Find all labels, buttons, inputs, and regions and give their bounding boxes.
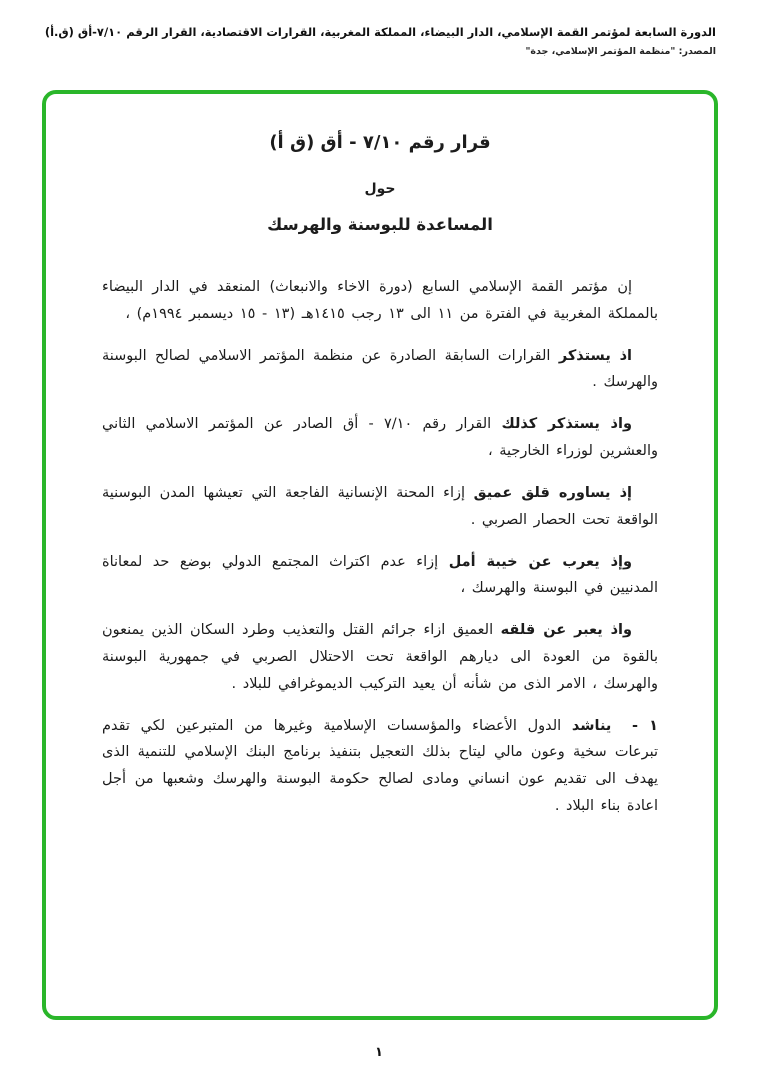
item-number: ١ -: [632, 717, 659, 734]
paragraph-disappointment: [102, 549, 658, 603]
paragraph-deep-concern: [102, 480, 658, 534]
paragraph-text: العميق ازاء جرائم القتل والتعذيب وطرد السكان الذين يمنعون بالقوة من العودة الى ديارهم الواقعة تحت الاحتلال الصربي في جمهورية البوسنة والهرسك ، الامر الذى من شأنه أن يعيد التركيب الديموغرافي للبلاد .: [102, 622, 658, 692]
paragraph-lead: واذ يستذكر كذلك: [501, 416, 632, 433]
document-frame: [42, 90, 718, 1020]
resolution-number-title: قرار رقم ٧/١٠ - أق (ق أ): [269, 132, 491, 153]
paragraph-lead: إذ يساوره قلق عميق: [473, 484, 632, 501]
item-lead: يناشد: [571, 717, 612, 734]
paragraph-preamble: [102, 274, 658, 328]
page-number: ١: [375, 1045, 383, 1060]
paragraph-text: إزاء عدم اكتراث المجتمع الدولي بوضع حد لمعاناة المدنيين في البوسنة والهرسك ،: [102, 553, 658, 597]
paragraph-lead: اذ يستذكر: [558, 347, 632, 364]
paragraph-lead: وإذ يعرب عن خيبة أمل: [448, 553, 633, 570]
operative-item-1: [102, 713, 658, 820]
item-text: الدول الأعضاء والمؤسسات الإسلامية وغيرها من المتبرعين لكي تقدم تبرعات سخية وعون مالي ليتاح بذلك التعجيل بتنفيذ برنامج البنك الإسلامي للتنمية الذى يهدف الى تقديم عون انساني ومادى لصالح حكومة البوسنة والهرسك وشعبها من أجل اعادة بناء البلاد .: [102, 717, 658, 814]
document-header: [42, 24, 716, 57]
paragraph-text: القرارات السابقة الصادرة عن منظمة المؤتمر الاسلامي لصالح البوسنة والهرسك .: [102, 347, 658, 391]
header-citation: الدورة السابعة لمؤتمر القمة الإسلامي، الدار البيضاء، المملكة المغربية، القرارات الاقتصادية، القرار الرقم ٧/١٠-أق (ق.أ): [44, 25, 716, 39]
paragraph-text: إزاء المحنة الإنسانية الفاجعة التي تعيشها المدن البوسنية الواقعة تحت الحصار الصربي .: [102, 484, 658, 528]
paragraph-expressing-concern: [102, 617, 658, 697]
title-block: [102, 132, 658, 234]
resolution-subject: المساعدة للبوسنة والهرسك: [267, 215, 493, 234]
paragraph-recalling: [102, 343, 658, 397]
title-about: حول: [364, 181, 396, 197]
paragraph-lead: واذ يعبر عن قلقه: [500, 622, 632, 639]
paragraph-recalling-also: [102, 411, 658, 465]
header-source: المصدر: "منظمة المؤتمر الإسلامي، جدة": [525, 46, 716, 58]
paragraph-text: إن مؤتمر القمة الإسلامي السابع (دورة الاخاء والانبعاث) المنعقد في الدار البيضاء بالمملكة المغربية في الفترة من ١١ الى ١٣ رجب ١٤١٥هـ (١٣ - ١٥ ديسمبر ١٩٩٤م) ،: [102, 279, 658, 322]
paragraph-text: القرار رقم ٧/١٠ - أق الصادر عن المؤتمر الاسلامي الثاني والعشرين لوزراء الخارجية ،: [102, 416, 658, 460]
